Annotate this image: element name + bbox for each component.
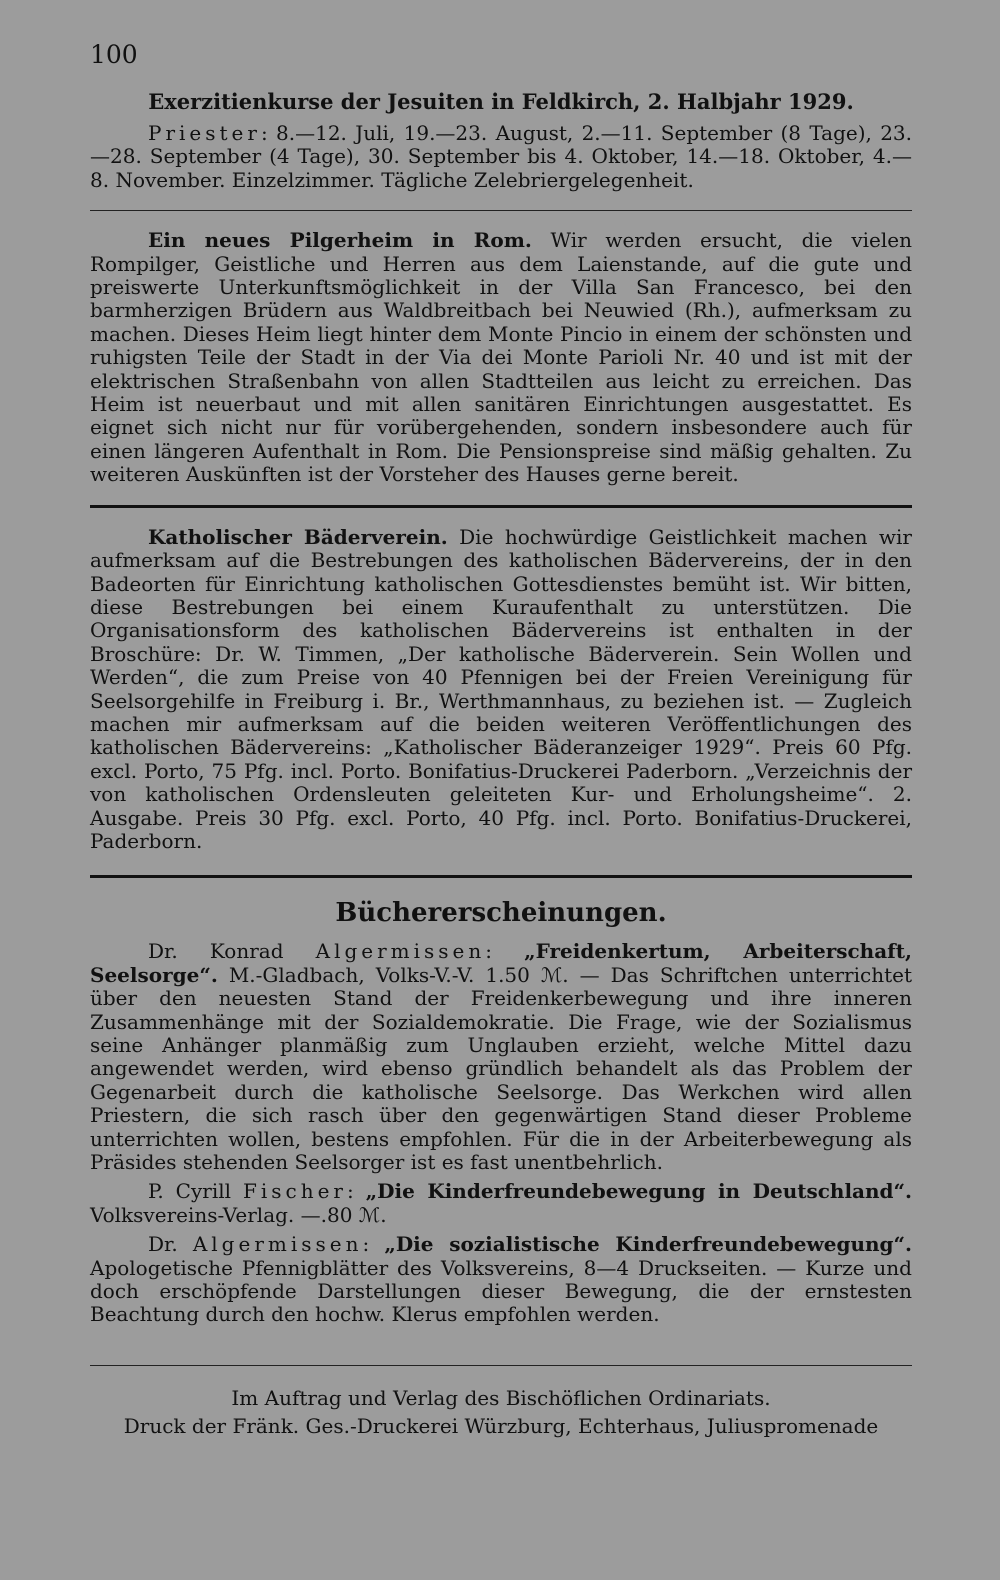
pilgerheim-text: Wir werden ersucht, die vielen Rompilger, Geistliche und Herren aus dem Laienstande, auf die gute und preiswerte Unterkunftsmöglichkeit in der Villa San Francesco, bei den barmherzigen Brüdern aus Waldbreitbach bei Neuwied (Rh.), aufmerksam zu machen. Dieses Heim liegt hinter dem Monte Pincio in einem der schönsten und ruhigsten Teile der Stadt in der Via dei Monte Parioli Nr. 40 und ist mit der elektrischen Straßenbahn von allen Stadtteilen aus leicht zu erreichen. Das Heim ist neuerbaut und mit allen sanitären Einrichtungen ausgestattet. Es eignet sich nicht nur für vorübergehenden, sondern insbesondere auch für einen längeren Aufenthalt in Rom. Die Pensionspreise sind mäßig gehalten. Zu weiteren Auskünften ist der Vorsteher des Hauses gerne bereit. (90, 228, 912, 487)
book-entry-prefix: P. Cyrill (148, 1179, 243, 1204)
divider (90, 1365, 912, 1366)
baederverein-paragraph (90, 526, 912, 854)
imprint-line: Im Auftrag und Verlag des Bischöflichen Ordinariats. (231, 1385, 771, 1410)
section-title: Büchererscheinungen. (335, 898, 667, 929)
book-entry-work: „Die sozialistische Kinderfreundebewegung“. (384, 1232, 912, 1257)
divider (90, 210, 912, 211)
book-entry (90, 1180, 912, 1227)
book-entry-work: „Freidenkertum, Arbeiterschaft, Seelsorge“. (90, 939, 912, 987)
book-entry-author: Algermissen (192, 1232, 363, 1257)
book-entry (90, 940, 912, 1174)
exerzitien-paragraph (90, 122, 912, 192)
exerzitien-text: : 8.—12. Juli, 19.—23. August, 2.—11. September (8 Tage), 23.—28. September (4 Tage), 30. September bis 4. Oktober, 14.—18. Oktober, 4.—8. November. Einzelzimmer. Tägliche Zelebriergelegenheit. (90, 121, 912, 192)
book-entry-author: Algermissen (315, 939, 486, 964)
divider (90, 875, 912, 878)
pilgerheim-lead: Ein neues Pilgerheim in Rom. (148, 228, 532, 253)
book-entry (90, 1233, 912, 1327)
book-entry-prefix: Dr. (148, 1232, 193, 1257)
exerzitien-label: Priester (148, 121, 261, 145)
baederverein-lead: Katholischer Bäderverein. (148, 524, 448, 549)
book-entry-work: „Die Kinderfreundebewegung in Deutschland“. (365, 1179, 912, 1204)
page-number: 100 (90, 40, 138, 69)
book-entry-text: M.-Gladbach, Volks-V.-V. 1.50 ℳ. — Das Schriftchen unterrichtet über den neuesten Stand der Freidenkerbewegung und ihre inneren Zusammenhänge mit der Sozialdemokratie. Die Frage, wie der Sozialismus seine Anhänger planmäßig zum Unglauben erzieht, welche Mittel dazu angewendet werden, wird ebenso gründlich behandelt als das Problem der Gegenarbeit durch die katholische Seelsorge. Das Werkchen wird allen Priestern, die sich rasch über den gegenwärtigen Stand dieser Probleme unterrichten wollen, bestens empfohlen. Für die in der Arbeiterbewegung als Präsides stehenden Seelsorger ist es fast unentbehrlich. (90, 962, 912, 1175)
exerzitien-heading: Exerzitienkurse der Jesuiten in Feldkirch, 2. Halbjahr 1929. (148, 89, 854, 114)
book-entry-text: Apologetische Pfennigblätter des Volksvereins, 8—4 Druckseiten. — Kurze und doch erschöpfende Darstellungen dieser Bewegung, die der ernstesten Beachtung durch den hochw. Klerus empfohlen werden. (90, 1255, 912, 1327)
divider (90, 505, 912, 508)
book-entry-colon: : (485, 939, 525, 964)
pilgerheim-paragraph (90, 229, 912, 486)
book-entry-text: Volksvereins-Verlag. —.80 ℳ. (90, 1202, 387, 1227)
book-entry-author: Fischer (242, 1179, 347, 1204)
book-entry-prefix: Dr. Konrad (148, 939, 316, 964)
baederverein-text: Die hochwürdige Geistlichkeit machen wir aufmerksam auf die Bestrebungen des katholischen Bädervereins, der in den Badeorten für Einrichtung katholischen Gottesdienstes bemüht ist. Wir bitten, diese Bestrebungen bei einem Kuraufenthalt zu unterstützen. Die Organisationsform des katholischen Bädervereins ist enthalten in der Broschüre: Dr. W. Timmen, „Der katholische Bäderverein. Sein Wollen und Werden“, die zum Preise von 40 Pfennigen bei der Freien Vereinigung für Seelsorgehilfe in Freiburg i. Br., Werthmannhaus, zu beziehen ist. — Zugleich machen mir aufmerksam auf die beiden weiteren Veröffentlichungen des katholischen Bädervereins: „Katholischer Bäderanzeiger 1929“. Preis 60 Pfg. excl. Porto, 75 Pfg. incl. Porto. Bonifatius-Druckerei Paderborn. „Verzeichnis der von katholischen Ordensleuten geleiteten Kur- und Erholungsheime“. 2. Ausgabe. Preis 30 Pfg. excl. Porto, 40 Pfg. incl. Porto. Bonifatius-Druckerei, Paderborn. (90, 524, 912, 853)
book-entry-colon: : (346, 1179, 366, 1204)
imprint-line: Druck der Fränk. Ges.-Druckerei Würzburg, Echterhaus, Juliuspromenade (123, 1413, 879, 1438)
book-entry-colon: : (362, 1232, 385, 1257)
